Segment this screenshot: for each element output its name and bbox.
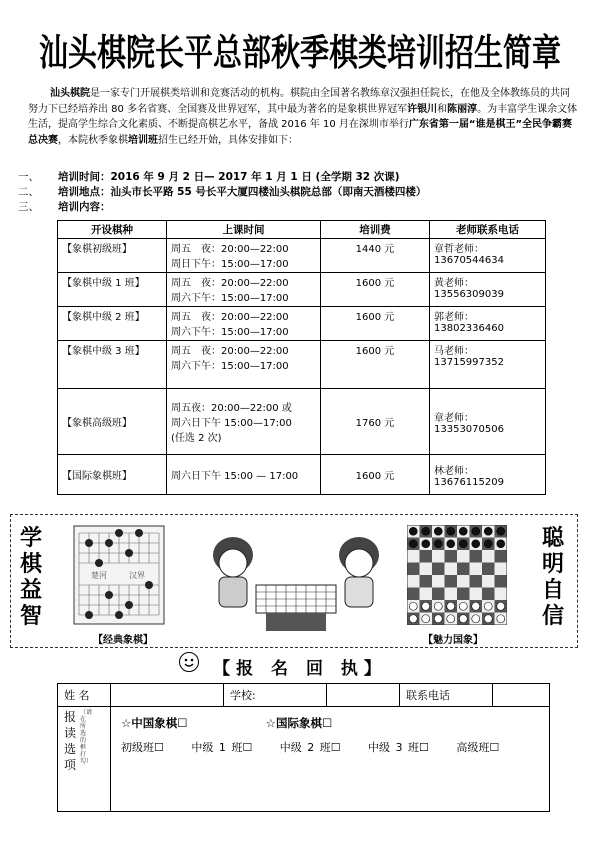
choice-label-cell bbox=[58, 707, 111, 812]
col-header: 老师联系电话 bbox=[430, 221, 546, 239]
choice-options bbox=[111, 707, 550, 812]
intro-paragraph bbox=[28, 86, 578, 148]
option-intl-chess[interactable]: ☆国际象棋☐ bbox=[265, 716, 333, 730]
caption-xiangqi: 【经典象棋】 bbox=[93, 635, 153, 646]
col-header: 开设棋种 bbox=[58, 221, 167, 239]
slogan-char: 聪 bbox=[541, 525, 564, 551]
option-level-mid3[interactable]: 中级 3 班☐ bbox=[368, 741, 429, 754]
teacher-cell bbox=[430, 341, 546, 389]
time-line: 周六下午：15:00—17:00 bbox=[171, 327, 289, 338]
item-num: 一、 bbox=[18, 171, 39, 183]
table-row bbox=[58, 341, 546, 389]
course-cell: 【国际象棋班】 bbox=[58, 455, 167, 495]
time-line: 周五 夜：20:00—22:00 bbox=[171, 244, 289, 255]
time-line: 周五 夜：20:00—22:00 bbox=[171, 312, 289, 323]
course-cell: 【象棋中级 2 班】 bbox=[58, 307, 167, 341]
registration-form bbox=[57, 683, 550, 812]
river-text-right: 汉界 bbox=[129, 571, 145, 580]
slogan-char: 自 bbox=[541, 577, 564, 603]
slogan-char: 棋 bbox=[19, 551, 42, 577]
option-level-mid2[interactable]: 中级 2 班☐ bbox=[279, 741, 341, 754]
option-level-mid1[interactable]: 中级 1 班☐ bbox=[191, 741, 253, 754]
river-text-left: 楚河 bbox=[91, 571, 107, 580]
phone-field[interactable] bbox=[493, 684, 550, 707]
slogan-left bbox=[17, 525, 45, 629]
school-field[interactable] bbox=[224, 684, 327, 707]
time-line: 周六下午：15:00—17:00 bbox=[171, 361, 289, 372]
choice-note: （请在所选的框打勾） bbox=[80, 709, 93, 765]
teacher-line: 章哲老师： bbox=[434, 244, 484, 255]
info-item-content bbox=[18, 200, 578, 215]
fee-cell: 1600 元 bbox=[321, 307, 430, 341]
course-cell: 【象棋中级 3 班】 bbox=[58, 341, 167, 389]
option-level-beginner[interactable]: 初级班☐ bbox=[121, 741, 164, 754]
info-item-place bbox=[18, 185, 578, 200]
intro-text-4: 招生已经开始，具体安排如下： bbox=[158, 134, 298, 146]
xiangqi-board-image bbox=[71, 523, 167, 627]
time-cell bbox=[167, 273, 321, 307]
page-title: 汕头棋院长平总部秋季棋类培训招生简章 bbox=[38, 31, 561, 74]
schedule-table bbox=[57, 220, 546, 495]
table-row bbox=[58, 389, 546, 455]
time-line: 周五 夜：20:00—22:00 bbox=[171, 346, 289, 357]
item-label: 培训地点： bbox=[58, 186, 111, 198]
form-row-choice bbox=[58, 707, 550, 812]
option-level-advanced[interactable]: 高级班☐ bbox=[456, 741, 500, 754]
item-num: 三、 bbox=[18, 201, 39, 213]
phone-label: 联系电话 bbox=[400, 684, 493, 707]
class-name: 培训班 bbox=[128, 134, 158, 146]
col-header: 培训费 bbox=[321, 221, 430, 239]
time-line: 周六日下午 15:00 — 17:00 bbox=[171, 471, 299, 482]
course-cell: 【象棋中级 1 班】 bbox=[58, 273, 167, 307]
teacher-cell bbox=[430, 239, 546, 273]
table-header-row bbox=[58, 221, 546, 239]
event-name: 广东省第一届“谁是棋王”全民争霸赛总决赛 bbox=[28, 119, 573, 146]
org-name: 汕头棋院 bbox=[50, 88, 90, 99]
choice-label: 报读选项 bbox=[64, 710, 77, 772]
champion-1: 许银川 bbox=[407, 103, 438, 115]
name-label: 姓 名 bbox=[58, 684, 111, 707]
time-line: (任选 2 次) bbox=[171, 433, 222, 444]
teacher-cell bbox=[430, 455, 546, 495]
time-line: 周六日下午 15:00—17:00 bbox=[171, 418, 292, 429]
time-cell bbox=[167, 455, 321, 495]
intro-text-3: ，本院秋季象棋 bbox=[58, 134, 128, 146]
fee-cell: 1600 元 bbox=[321, 341, 430, 389]
school-label: 学校: bbox=[230, 689, 256, 702]
time-line: 周六下午：15:00—17:00 bbox=[171, 293, 289, 304]
time-line: 周日下午：15:00—17:00 bbox=[171, 259, 289, 270]
item-label: 培训时间： bbox=[58, 171, 111, 183]
option-xiangqi[interactable]: ☆中国象棋☐ bbox=[121, 716, 188, 730]
time-line: 周五夜：20:00—22:00 或 bbox=[171, 403, 292, 414]
teacher-line: 林老师：13676115209 bbox=[434, 465, 504, 488]
time-cell bbox=[167, 389, 321, 455]
intro-text-1: 是一家专门开展棋类培训和竞赛活动的机构。棋院由全国著名教练章汉强担任院长，在他及全体教练员的共同努力下已经培养出 80 多名省赛、全国赛及世界冠军，其中最为著名的是象棋世界冠军 bbox=[28, 88, 570, 115]
table-row bbox=[58, 273, 546, 307]
intro-text-2: 。为丰富学生课余文体生活，提高学生综合文化素质、不断提高棋艺水平，备战 2016 年 10 月在深圳市举行 bbox=[28, 103, 578, 131]
school-blank[interactable] bbox=[327, 684, 400, 707]
chess-board-image bbox=[407, 525, 507, 625]
time-cell bbox=[167, 307, 321, 341]
time-cell bbox=[167, 239, 321, 273]
promo-banner bbox=[10, 514, 578, 648]
teacher-line: 郭老师：13802336460 bbox=[434, 312, 504, 334]
time-cell bbox=[167, 341, 321, 389]
col-header: 上课时间 bbox=[167, 221, 321, 239]
time-line: 周五 夜：20:00—22:00 bbox=[171, 278, 289, 289]
table-row bbox=[58, 455, 546, 495]
slogan-char: 学 bbox=[19, 525, 42, 551]
children-playing-chess-image bbox=[201, 525, 391, 635]
teacher-line: 章老师：13353070506 bbox=[434, 412, 504, 435]
teacher-cell bbox=[430, 307, 546, 341]
course-cell: 【象棋初级班】 bbox=[58, 239, 167, 273]
return-slip-title: 【报 名 回 执】 bbox=[213, 659, 387, 679]
item-value: 2016 年 9 月 2 日— 2017 年 1 月 1 日 (全学期 32 次课) bbox=[110, 171, 400, 183]
fee-cell: 1440 元 bbox=[321, 239, 430, 273]
champion-2: 陈丽淳 bbox=[447, 103, 478, 115]
teacher-cell bbox=[430, 389, 546, 455]
fee-cell: 1600 元 bbox=[321, 273, 430, 307]
item-num: 二、 bbox=[18, 186, 39, 198]
course-cell: 【象棋高级班】 bbox=[58, 389, 167, 455]
teacher-cell bbox=[430, 273, 546, 307]
item-value: 汕头市长平路 55 号长平大厦四楼汕头棋院总部（即南天酒楼四楼） bbox=[110, 186, 427, 198]
table-row bbox=[58, 239, 546, 273]
teacher-line: 13670544634 bbox=[434, 255, 504, 266]
slogan-right bbox=[539, 525, 567, 629]
table-row bbox=[58, 307, 546, 341]
teacher-line: 黄老师：13556309039 bbox=[434, 278, 504, 300]
slogan-char: 信 bbox=[541, 603, 564, 629]
slogan-char: 益 bbox=[19, 577, 42, 603]
info-list bbox=[18, 170, 578, 215]
intro-and: 和 bbox=[437, 103, 448, 115]
item-label: 培训内容： bbox=[58, 201, 111, 213]
info-item-time bbox=[18, 170, 578, 185]
teacher-line: 马老师：13715997352 bbox=[434, 346, 504, 368]
slogan-char: 智 bbox=[19, 603, 42, 629]
caption-chess: 【魅力国象】 bbox=[423, 635, 483, 646]
fee-cell: 1600 元 bbox=[321, 455, 430, 495]
slogan-char: 明 bbox=[541, 551, 564, 577]
name-field[interactable] bbox=[111, 684, 224, 707]
fee-cell: 1760 元 bbox=[321, 389, 430, 455]
form-row-info bbox=[58, 684, 550, 707]
